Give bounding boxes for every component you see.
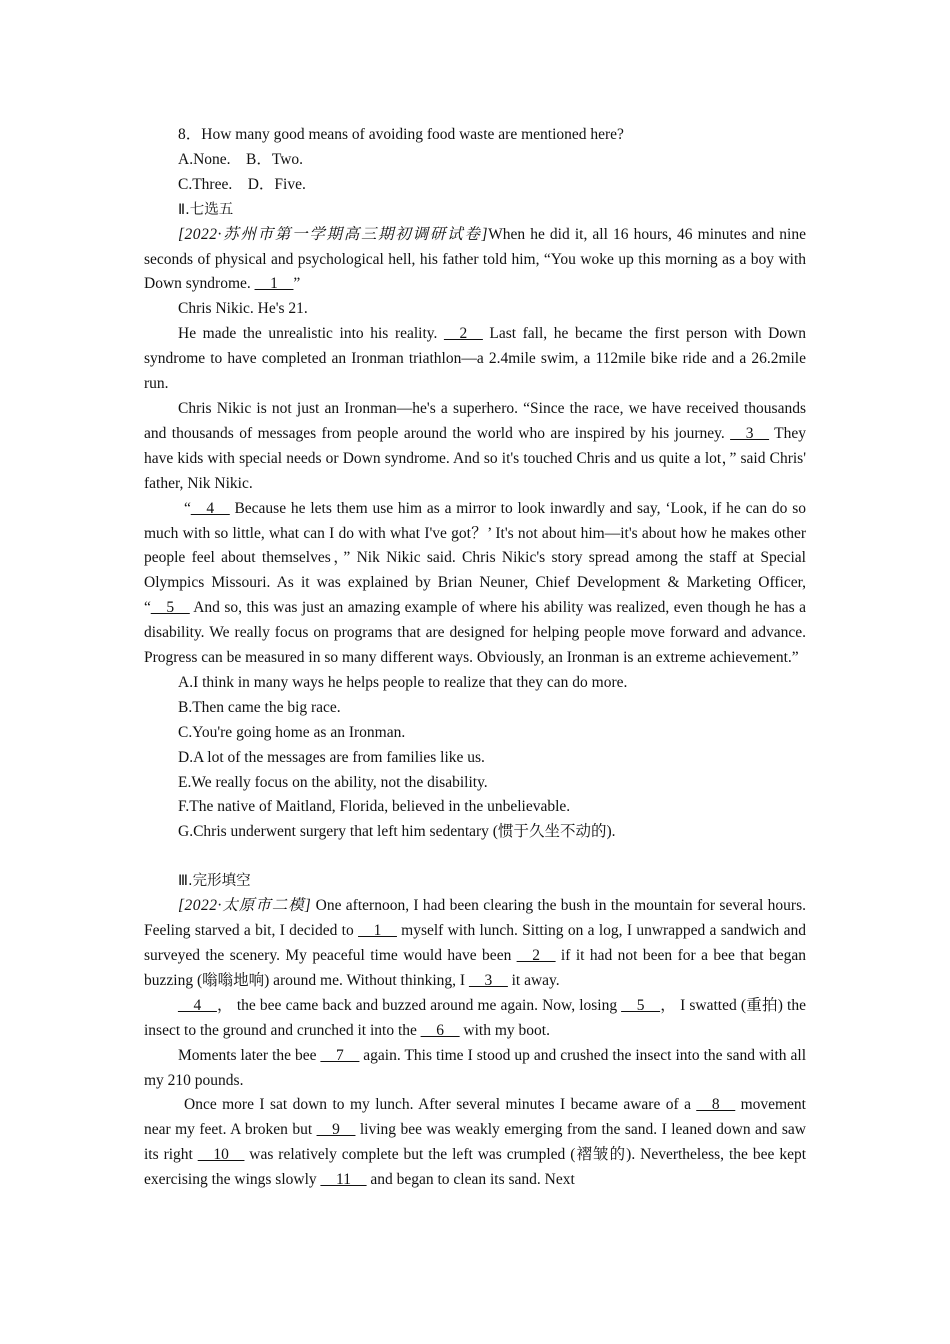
section-2-heading: Ⅱ.七选五	[178, 201, 234, 218]
section-2-paragraph-3: He made the unrealistic into his reality. __2__ Last fall, he became the first person with Down syndrome to have completed an Ironman triathlon—a 2.4mile swim, a 112mile bike ride and a 26.2mile run.	[144, 325, 806, 393]
answer-blank: __3__	[468, 971, 508, 989]
option-e: E.We really focus on the ability, not the disability.	[178, 773, 488, 791]
document-page	[144, 123, 806, 1193]
section-2-paragraph-2: Chris Nikic. He's 21.	[178, 300, 308, 318]
section-2-paragraph-4: Chris Nikic is not just an Ironman—he's a superhero. “Since the race, we have received thousands and thousands of messages from people around the world who are inspired by his journey. __3__ They have kids with special needs or Down syndrome. And so it's touched Chris and us quite a lot，” said Chris' father, Nik Nikic.	[144, 399, 806, 492]
section-spacer	[144, 845, 806, 869]
option-c: C.You're going home as an Ironman.	[178, 723, 406, 741]
option-g: G.Chris underwent surgery that left him sedentary (惯于久坐不动的).	[178, 823, 616, 841]
answer-blank: __9__	[316, 1121, 356, 1139]
answer-blank: __4__	[190, 499, 230, 517]
answer-blank: __6__	[420, 1021, 460, 1039]
answer-blank: __3__	[730, 424, 769, 442]
answer-blank: __11__	[320, 1171, 367, 1189]
question-8-options-row-1: A.None. B．Two.	[178, 150, 304, 168]
answer-blank: __2__	[444, 325, 483, 343]
section-3-paragraph-3: Moments later the bee __7__ again. This time I stood up and crushed the insect into the sand with all my 210 pounds.	[144, 1046, 806, 1089]
question-8-stem: 8．How many good means of avoiding food waste are mentioned here?	[178, 126, 624, 143]
section-2-paragraph-5: “__4__ Because he lets them use him as a mirror to look inwardly and say, ‘Look, if he can do so much with so little, what can I do with what I've got？’ It's not about him—it's about how he makes other people feel about themselves，” Nik Nikic said. Chris Nikic's story spread among the staff at Special Olympics Missouri. As it was explained by Brian Neuner, Chief Development & Marketing Officer, “__5__ And so, this was just an amazing example of where his ability was realized, even though he has a disability. We really focus on programs that are designed for helping people move forward and advance. Progress can be measured in so many different ways. Obviously, an Ironman is an extreme achievement.”	[144, 499, 806, 667]
answer-blank: __1__	[254, 275, 294, 293]
section-3-source: [2022·太原市二模]	[178, 897, 312, 915]
answer-blank: __2__	[516, 947, 556, 964]
answer-blank: __5__	[150, 599, 190, 617]
section-3-paragraph-2: __4__， the bee came back and buzzed around me again. Now, losing __5__， I swatted (重拍) the insect to the ground and crunched it into the __6__ with my boot.	[144, 996, 806, 1039]
section-3-heading: Ⅲ.完形填空	[178, 873, 251, 890]
section-3-paragraph-4: Once more I sat down to my lunch. After several minutes I became aware of a __8__ movement near my feet. A broken but __9__ living bee was weakly emerging from the sand. I leaned down and saw its right __10__ was relatively complete but the left was crumpled (褶皱的). Nevertheless, the bee kept exercising the wings slowly __11__ and began to clean its sand. Next	[144, 1096, 807, 1189]
option-d: D.A lot of the messages are from families like us.	[178, 748, 485, 766]
option-f: F.The native of Maitland, Florida, believed in the unbelievable.	[178, 798, 571, 816]
answer-blank: __7__	[320, 1046, 360, 1064]
answer-blank: __4__	[178, 996, 217, 1014]
question-8-options-row-2: C.Three. D．Five.	[178, 175, 306, 193]
answer-blank: __10__	[197, 1146, 245, 1164]
section-2-paragraph-1: [2022·苏州市第一学期高三期初调研试卷]When he did it, all 16 hours, 46 minutes and nine seconds of physical and psychological hell, his father told him, “You woke up this morning as a boy with Down syndrome. __1__”	[144, 225, 806, 293]
answer-blank: __8__	[696, 1096, 736, 1114]
answer-blank: __5__	[621, 996, 660, 1014]
answer-blank: __1__	[358, 922, 397, 940]
section-3-paragraph-1: [2022·太原市二模] One afternoon, I had been clearing the bush in the mountain for several hours. Feeling starved a bit, I decided to __1__ myself with lunch. Sitting on a log, I unwrapped a sandwich and surveyed the scenery. My peaceful time would have been __2__ if it had not been for a bee that began buzzing (嗡嗡地响) around me. Without thinking, I __3__ it away.	[144, 897, 806, 989]
section-2-source: [2022·苏州市第一学期高三期初调研试卷]	[178, 225, 489, 243]
option-a: A.I think in many ways he helps people to realize that they can do more.	[178, 673, 628, 691]
option-b: B.Then came the big race.	[178, 698, 341, 716]
